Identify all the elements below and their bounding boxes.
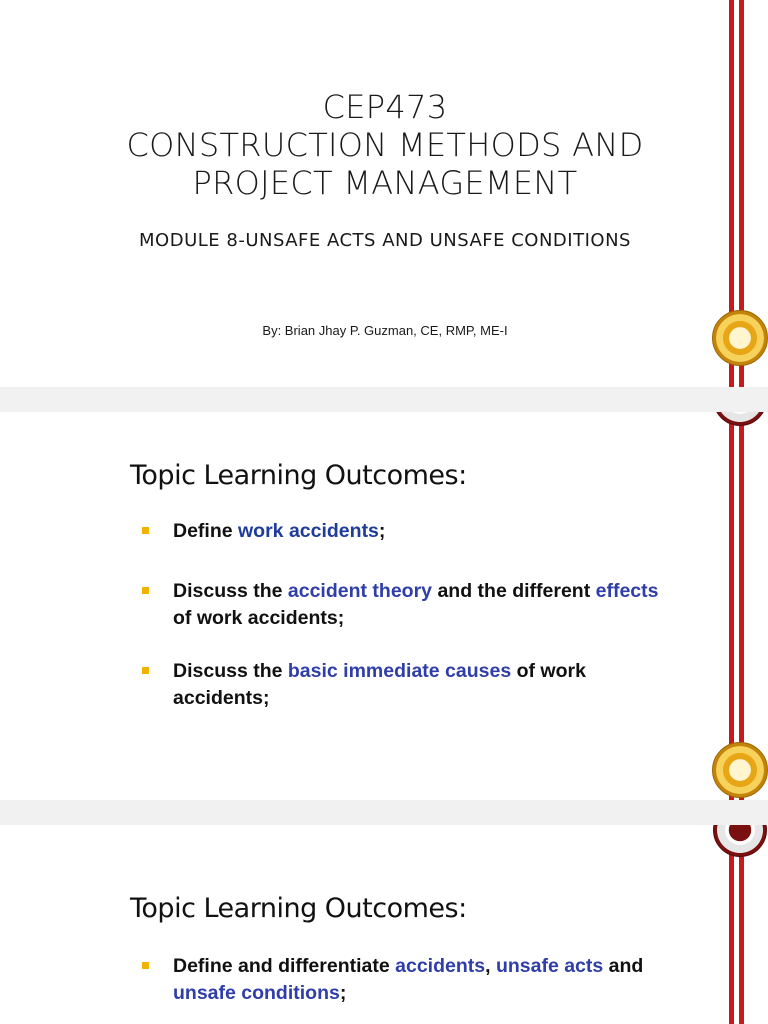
highlight-term: unsafe acts [495, 955, 604, 977]
square-bullet-icon [142, 667, 149, 674]
outcomes-slide-1 [0, 412, 768, 800]
list-item: Discuss the accident theory and the different effects of work accidents; [142, 578, 662, 632]
highlight-term: accidents [395, 955, 486, 977]
course-title-line2: PROJECT MANAGEMENT [192, 164, 578, 202]
square-bullet-icon [142, 527, 149, 534]
outcomes-slide-2 [0, 825, 768, 1024]
author-line: By: Brian Jhay P. Guzman, CE, RMP, ME-I [262, 323, 508, 338]
course-title-line1: CONSTRUCTION METHODS AND [126, 126, 644, 164]
square-bullet-icon [142, 962, 149, 969]
outcomes-list [142, 518, 662, 712]
highlight-term: accident theory [287, 580, 433, 602]
highlight-term: unsafe conditions [173, 982, 340, 1004]
list-item: Define and differentiate accidents, unsafe acts and unsafe conditions; [142, 953, 662, 1007]
college-of-engineering-seal-icon [713, 412, 767, 426]
outcomes-list [142, 953, 662, 1007]
highlight-term: effects [595, 580, 659, 602]
module-title: MODULE 8-UNSAFE ACTS AND UNSAFE CONDITIONS [139, 230, 631, 251]
list-item: Discuss the basic immediate causes of work accidents; [142, 658, 662, 712]
course-code: CEP473 [322, 88, 448, 126]
title-slide [0, 0, 768, 387]
course-title-block [60, 88, 710, 202]
slide-separator [0, 387, 768, 412]
outcomes-heading: Topic Learning Outcomes: [130, 893, 467, 924]
highlight-term: basic immediate causes [287, 660, 512, 682]
slide-separator [0, 800, 768, 825]
tarlac-state-university-seal-icon [712, 742, 768, 798]
outcomes-heading: Topic Learning Outcomes: [130, 460, 467, 491]
highlight-term: work accidents [238, 520, 379, 542]
list-item: Define work accidents; [142, 518, 662, 545]
square-bullet-icon [142, 587, 149, 594]
college-of-engineering-seal-icon [713, 825, 767, 857]
tarlac-state-university-seal-icon [712, 310, 768, 366]
